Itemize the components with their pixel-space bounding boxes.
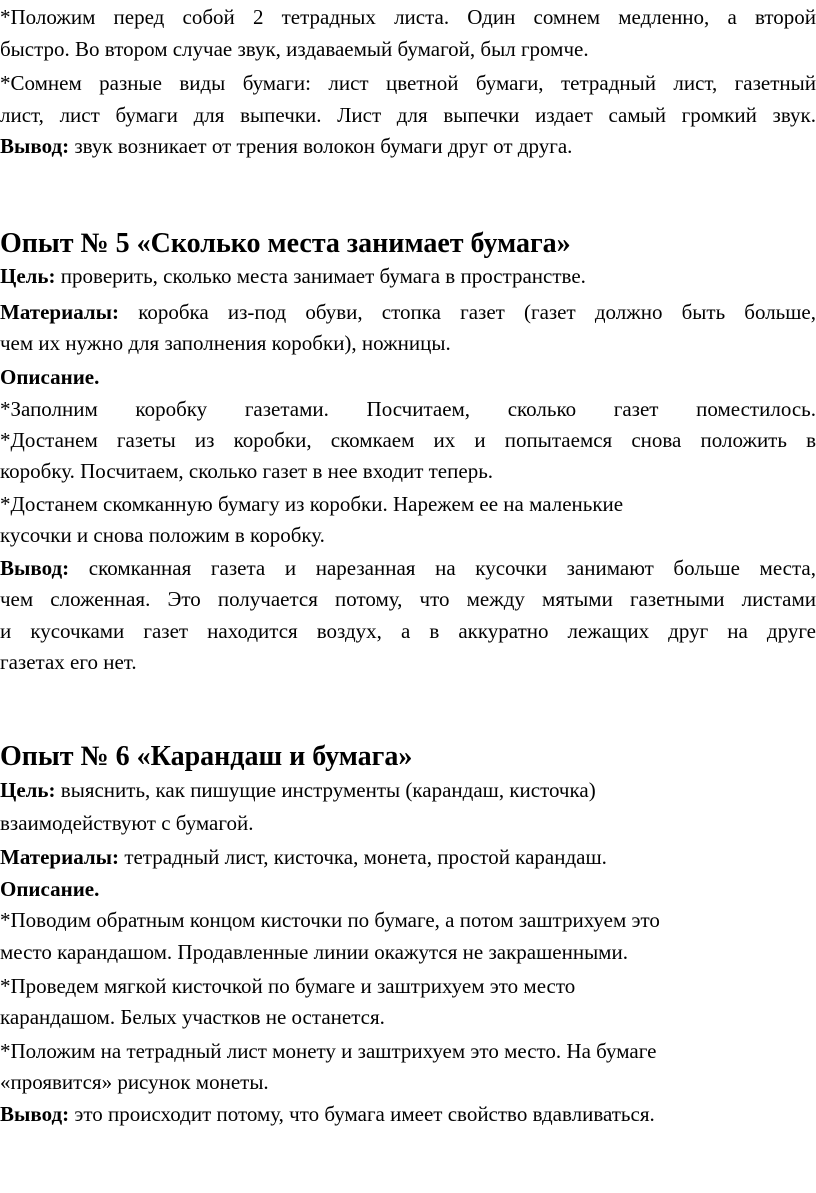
exp6-goal-line-1 xyxy=(0,775,816,805)
exp6-desc-line-2: место карандашом. Продавленные линии окажутся не закрашенными. xyxy=(0,940,628,964)
exp5-title: Опыт № 5 «Сколько места занимает бумага» xyxy=(0,228,571,259)
exp6-title: Опыт № 6 «Карандаш и бумага» xyxy=(0,741,413,772)
intro-line-2: быстро. Во втором случае звук, издаваемый бумагой, был громче. xyxy=(0,37,589,61)
exp5-conclusion-line-4: газетах его нет. xyxy=(0,650,137,674)
goal-text: выяснить, как пишущие инструменты (карандаш, кисточка) xyxy=(55,778,596,802)
exp5-description-label: Описание. xyxy=(0,365,100,389)
exp5-desc-line-4: *Достанем скомканную бумагу из коробки. Нарежем ее на маленькие xyxy=(0,492,624,516)
exp5-conclusion-line-3: и кусочками газет находится воздух, а в аккуратно лежащих друг на друге xyxy=(0,619,816,643)
materials-label: Материалы: xyxy=(0,300,120,324)
conclusion-text: скомканная газета и нарезанная на кусочки занимают больше места, xyxy=(69,556,816,580)
goal-label: Цель: xyxy=(0,264,56,288)
exp5-conclusion-line-1 xyxy=(0,553,816,583)
exp5-materials-line-1 xyxy=(0,297,816,327)
exp6-materials xyxy=(0,842,816,872)
intro-line-3: *Сомнем разные виды бумаги: лист цветной бумаги, тетрадный лист, газетный xyxy=(0,71,816,95)
materials-text: коробка из-под обуви, стопка газет (газет должно быть больше, xyxy=(119,300,816,324)
materials-text: тетрадный лист, кисточка, монета, простой карандаш. xyxy=(119,845,607,869)
intro-conclusion xyxy=(0,131,816,161)
exp6-desc-line-1: *Поводим обратным концом кисточки по бумаге, а потом заштрихуем это xyxy=(0,908,660,932)
exp6-desc-line-5: *Положим на тетрадный лист монету и заштрихуем это место. На бумаге xyxy=(0,1039,657,1063)
conclusion-label: Вывод: xyxy=(0,556,70,580)
conclusion-text: звук возникает от трения волокон бумаги друг от друга. xyxy=(69,134,573,158)
exp6-desc-line-4: карандашом. Белых участков не останется. xyxy=(0,1005,385,1029)
exp6-conclusion xyxy=(0,1099,816,1129)
exp5-desc-line-5: кусочки и снова положим в коробку. xyxy=(0,523,325,547)
exp6-desc-line-6: «проявится» рисунок монеты. xyxy=(0,1070,269,1094)
exp5-desc-line-3: коробку. Посчитаем, сколько газет в нее входит теперь. xyxy=(0,459,494,483)
exp5-desc-line-2: *Достанем газеты из коробки, скомкаем их и попытаемся снова положить в xyxy=(0,428,816,452)
exp5-conclusion-line-2: чем сложенная. Это получается потому, что между мятыми газетными листами xyxy=(0,587,816,611)
conclusion-label: Вывод: xyxy=(0,134,70,158)
goal-label: Цель: xyxy=(0,778,56,802)
goal-text: проверить, сколько места занимает бумага в пространстве. xyxy=(55,264,586,288)
exp5-materials-line-2: чем их нужно для заполнения коробки), ножницы. xyxy=(0,331,451,355)
materials-label: Материалы: xyxy=(0,845,120,869)
intro-line-4: лист, лист бумаги для выпечки. Лист для выпечки издает самый громкий звук. xyxy=(0,103,816,127)
exp6-goal-line-2: взаимодействуют с бумагой. xyxy=(0,811,254,835)
conclusion-text: это происходит потому, что бумага имеет свойство вдавливаться. xyxy=(69,1102,655,1126)
exp5-desc-line-1: *Заполним коробку газетами. Посчитаем, сколько газет поместилось. xyxy=(0,397,816,421)
conclusion-label: Вывод: xyxy=(0,1102,70,1126)
exp6-desc-line-3: *Проведем мягкой кисточкой по бумаге и заштрихуем это место xyxy=(0,974,576,998)
exp5-goal xyxy=(0,261,816,291)
intro-line-1: *Положим перед собой 2 тетрадных листа. Один сомнем медленно, а второй xyxy=(0,5,816,29)
exp6-description-label: Описание. xyxy=(0,877,100,901)
